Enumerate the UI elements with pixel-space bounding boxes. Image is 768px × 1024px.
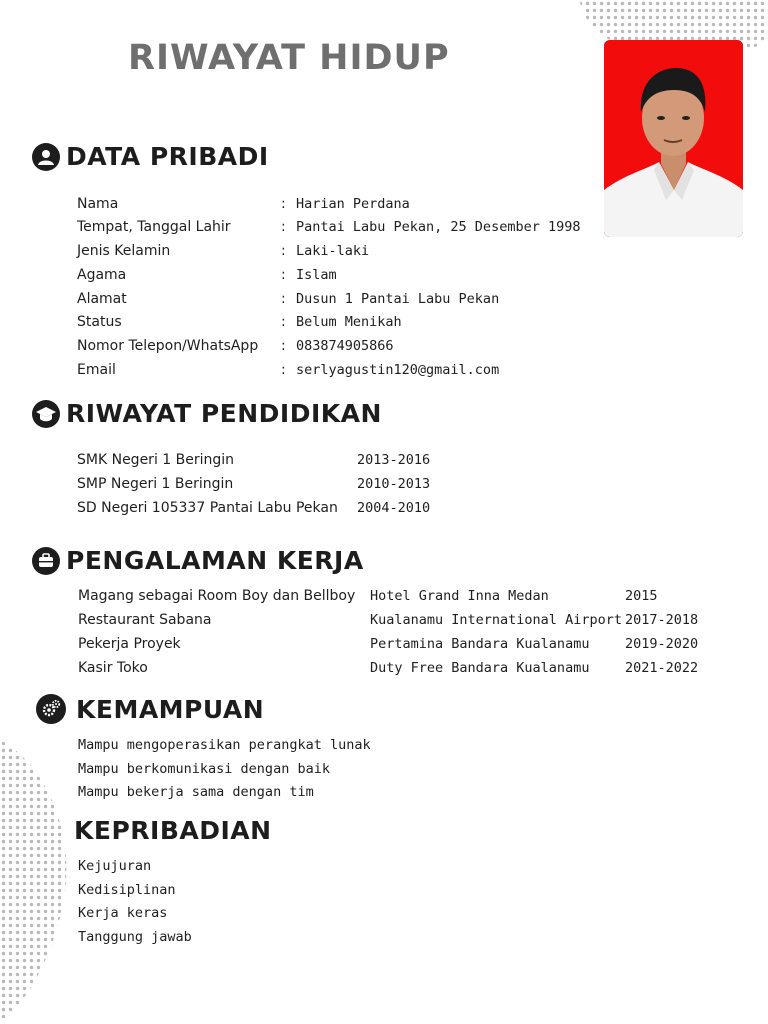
experience-place: Pertamina Bandara Kualanamu: [370, 636, 590, 652]
label-alamat: Alamat: [77, 291, 127, 307]
experience-role: Pekerja Proyek: [78, 636, 181, 652]
skill-item: Mampu bekerja sama dengan tim: [78, 784, 314, 800]
experience-years: 2019-2020: [625, 636, 699, 652]
skill-item: Mampu mengoperasikan perangkat lunak: [78, 737, 371, 753]
experience-place: Hotel Grand Inna Medan: [370, 588, 549, 604]
label-nama: Nama: [77, 196, 119, 212]
experience-years: 2015: [625, 588, 658, 604]
label-status: Status: [77, 314, 122, 330]
education-school: SD Negeri 105337 Pantai Labu Pekan: [77, 500, 338, 516]
personality-item: Kedisiplinan: [78, 882, 176, 898]
experience-role: Restaurant Sabana: [78, 612, 212, 628]
briefcase-icon: [32, 547, 60, 575]
separator: :: [281, 267, 286, 283]
separator: :: [281, 243, 286, 259]
experience-years: 2021-2022: [625, 660, 699, 676]
value-alamat: Dusun 1 Pantai Labu Pekan: [296, 291, 500, 307]
separator: :: [281, 291, 286, 307]
personality-item: Kerja keras: [78, 905, 168, 921]
value-nama: Harian Perdana: [296, 196, 410, 212]
education-years: 2013-2016: [357, 452, 431, 468]
experience-role: Magang sebagai Room Boy dan Bellboy: [78, 588, 356, 604]
separator: :: [281, 219, 286, 235]
personality-item: Tanggung jawab: [78, 929, 192, 945]
section-data-pribadi-heading: DATA PRIBADI: [32, 142, 269, 171]
separator: :: [281, 362, 286, 378]
personality-item: Kejujuran: [78, 858, 152, 874]
value-agama: Islam: [296, 267, 337, 283]
label-ttl: Tempat, Tanggal Lahir: [77, 219, 231, 235]
label-telepon: Nomor Telepon/WhatsApp: [77, 338, 259, 354]
education-school: SMK Negeri 1 Beringin: [77, 452, 235, 468]
experience-place: Kualanamu International Airport: [370, 612, 622, 628]
separator: :: [281, 314, 286, 330]
experience-years: 2017-2018: [625, 612, 699, 628]
value-status: Belum Menikah: [296, 314, 402, 330]
page-title: RIWAYAT HIDUP: [128, 38, 450, 78]
profile-photo: [604, 40, 743, 237]
separator: :: [281, 338, 286, 354]
experience-place: Duty Free Bandara Kualanamu: [370, 660, 590, 676]
value-email: serlyagustin120@gmail.com: [296, 362, 500, 378]
skill-item: Mampu berkomunikasi dengan baik: [78, 761, 330, 777]
separator: :: [281, 196, 286, 212]
user-circle-icon: [32, 143, 60, 171]
section-kepribadian-heading: KEPRIBADIAN: [74, 816, 272, 845]
decorative-dots-bottom-left: [0, 740, 70, 1024]
value-ttl: Pantai Labu Pekan, 25 Desember 1998: [296, 219, 581, 235]
label-agama: Agama: [77, 267, 127, 283]
value-jenis-kelamin: Laki-laki: [296, 243, 370, 259]
value-telepon: 083874905866: [296, 338, 394, 354]
label-email: Email: [77, 362, 116, 378]
section-kemampuan-heading: KEMAMPUAN: [36, 694, 264, 724]
education-years: 2010-2013: [357, 476, 431, 492]
section-pendidikan-heading: RIWAYAT PENDIDIKAN: [32, 399, 382, 428]
education-school: SMP Negeri 1 Beringin: [77, 476, 234, 492]
gears-icon: [36, 694, 66, 724]
section-pengalaman-heading: PENGALAMAN KERJA: [32, 546, 364, 575]
graduation-cap-icon: [32, 400, 60, 428]
label-jenis-kelamin: Jenis Kelamin: [77, 243, 171, 259]
education-years: 2004-2010: [357, 500, 431, 516]
experience-role: Kasir Toko: [78, 660, 148, 676]
